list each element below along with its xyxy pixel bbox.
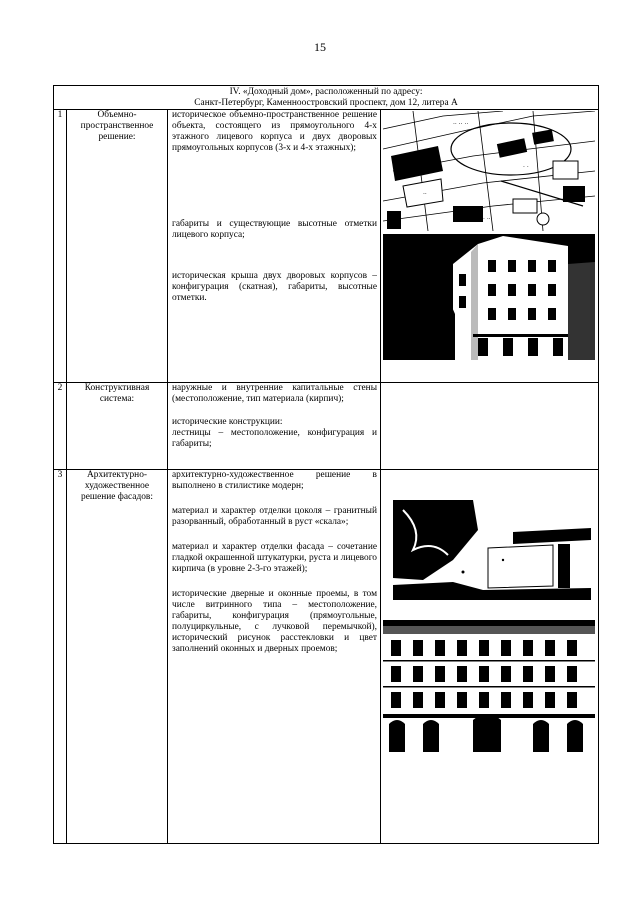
site-plan-map-image <box>383 111 595 231</box>
svg-text:· ·: · · <box>523 164 529 171</box>
image-cell <box>381 110 599 383</box>
svg-text:·· ·· ··: ·· ·· ·· <box>453 121 469 128</box>
description-item: историческое объемно-пространственное решение объекта, состоящего из прямоугольного 4-х этажного лицевого корпуса и двух дворовых прямоугольных корпусов (3-х и 4-х этажных); <box>172 110 377 153</box>
row-description <box>168 470 381 844</box>
svg-text:· ··: · ·· <box>483 216 491 223</box>
description-item: наружные и внутренние капитальные стены (местоположение, тип материала (кирпич); <box>172 383 377 404</box>
table-row <box>54 110 599 383</box>
description-item: габариты и существующие высотные отметки лицевого корпуса; <box>172 219 377 240</box>
description-item: материал и характер отделки фасада – сочетание гладкой окрашенной штукатурки, руста и лицевого кирпича (в уровне 2-3-го этажей); <box>172 542 377 574</box>
table-row <box>54 383 599 470</box>
description-item: лестницы – местоположение, конфигурация и габариты; <box>172 428 377 449</box>
row-number: 2 <box>54 383 67 470</box>
description-item: материал и характер отделки цоколя – гранитный разорванный, обработанный в руст «скала»; <box>172 506 377 527</box>
section-header-row <box>54 86 599 110</box>
row-name: Объемно-пространственное решение: <box>67 110 168 383</box>
object-table <box>53 85 599 844</box>
description-item: исторические дверные и оконные проемы, в том числе витринного типа – местоположение, габариты, конфигурация (прямоугольные, полуциркульные, с лучковой перемычкой), исторический рисунок расстекловки и цвет заполнений оконных и дверных проемов; <box>172 589 377 654</box>
row-name: Архитектурно-художественное решение фасадов: <box>67 470 168 844</box>
row-name: Конструктивная система: <box>67 383 168 470</box>
svg-text:··: ·· <box>423 191 427 198</box>
description-item: архитектурно-художественное решение в выполнено в стилистике модерн; <box>172 470 377 491</box>
table-row <box>54 470 599 844</box>
image-cell <box>381 470 599 844</box>
description-item: исторические конструкции: <box>172 417 283 427</box>
building-corner-photo <box>383 234 595 360</box>
plinth-detail-photo <box>393 500 591 600</box>
section-title-line1: IV. «Доходный дом», расположенный по адресу: <box>229 87 423 97</box>
row-description <box>168 110 381 383</box>
row-number: 3 <box>54 470 67 844</box>
section-header <box>54 86 599 110</box>
facade-photo <box>383 620 595 752</box>
image-cell <box>381 383 599 470</box>
page-number: 15 <box>314 40 326 54</box>
row-description <box>168 383 381 470</box>
section-title-line2: Санкт-Петербург, Каменноостровский проспект, дом 12, литера А <box>194 98 458 108</box>
description-item: историческая крыша двух дворовых корпусов – конфигурация (скатная), габариты, высотные отметки. <box>172 271 377 303</box>
row-number: 1 <box>54 110 67 383</box>
